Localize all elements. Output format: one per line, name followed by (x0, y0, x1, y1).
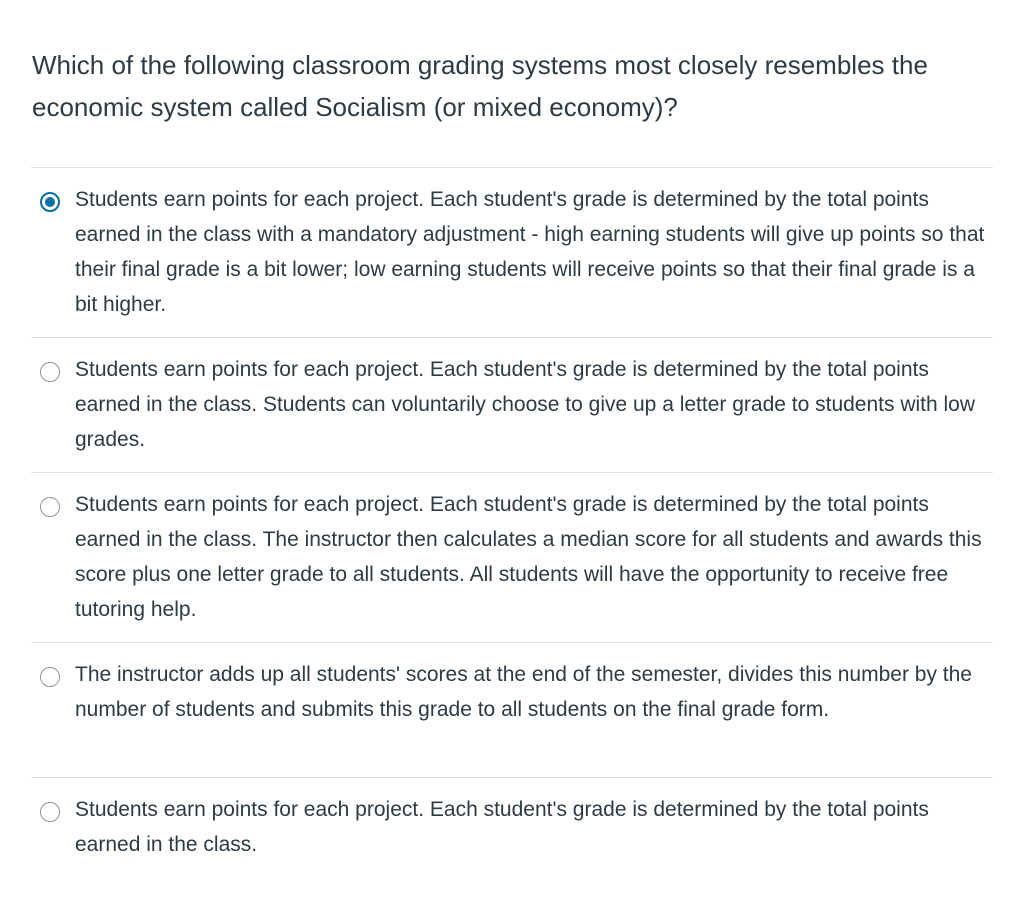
answer-radio-2[interactable] (40, 362, 60, 382)
answer-label-5[interactable]: Students earn points for each project. Each student's grade is determined by the total points earned in the class. (75, 798, 929, 856)
answer-list (31, 167, 993, 877)
answer-option-3[interactable] (31, 472, 993, 642)
answer-option-5[interactable] (31, 777, 993, 877)
answer-option-2[interactable] (31, 337, 993, 472)
answer-label-4[interactable]: The instructor adds up all students' scores at the end of the semester, divides this number by the number of students and submits this grade to all students on the final grade form. (75, 663, 972, 721)
answer-radio-1[interactable] (40, 192, 60, 212)
answer-label-3[interactable]: Students earn points for each project. Each student's grade is determined by the total points earned in the class. The instructor then calculates a median score for all students and awards this score plus one letter grade to all students. All students will have the opportunity to receive free tutoring help. (75, 493, 982, 621)
answer-radio-5[interactable] (40, 802, 60, 822)
answer-label-2[interactable]: Students earn points for each project. Each student's grade is determined by the total points earned in the class. Students can voluntarily choose to give up a letter grade to students with low grades. (75, 358, 976, 451)
question-text: Which of the following classroom grading systems most closely resembles the economic system called Socialism (or mixed economy)? (32, 50, 928, 122)
answer-radio-3[interactable] (40, 497, 60, 517)
answer-option-4[interactable] (31, 642, 993, 777)
answer-option-1[interactable] (31, 167, 993, 337)
answer-label-1[interactable]: Students earn points for each project. Each student's grade is determined by the total points earned in the class with a mandatory adjustment - high earning students will give up points so that their final grade is a bit lower; low earning students will receive points so that their final grade is a bit higher. (75, 188, 985, 316)
answer-radio-4[interactable] (40, 667, 60, 687)
